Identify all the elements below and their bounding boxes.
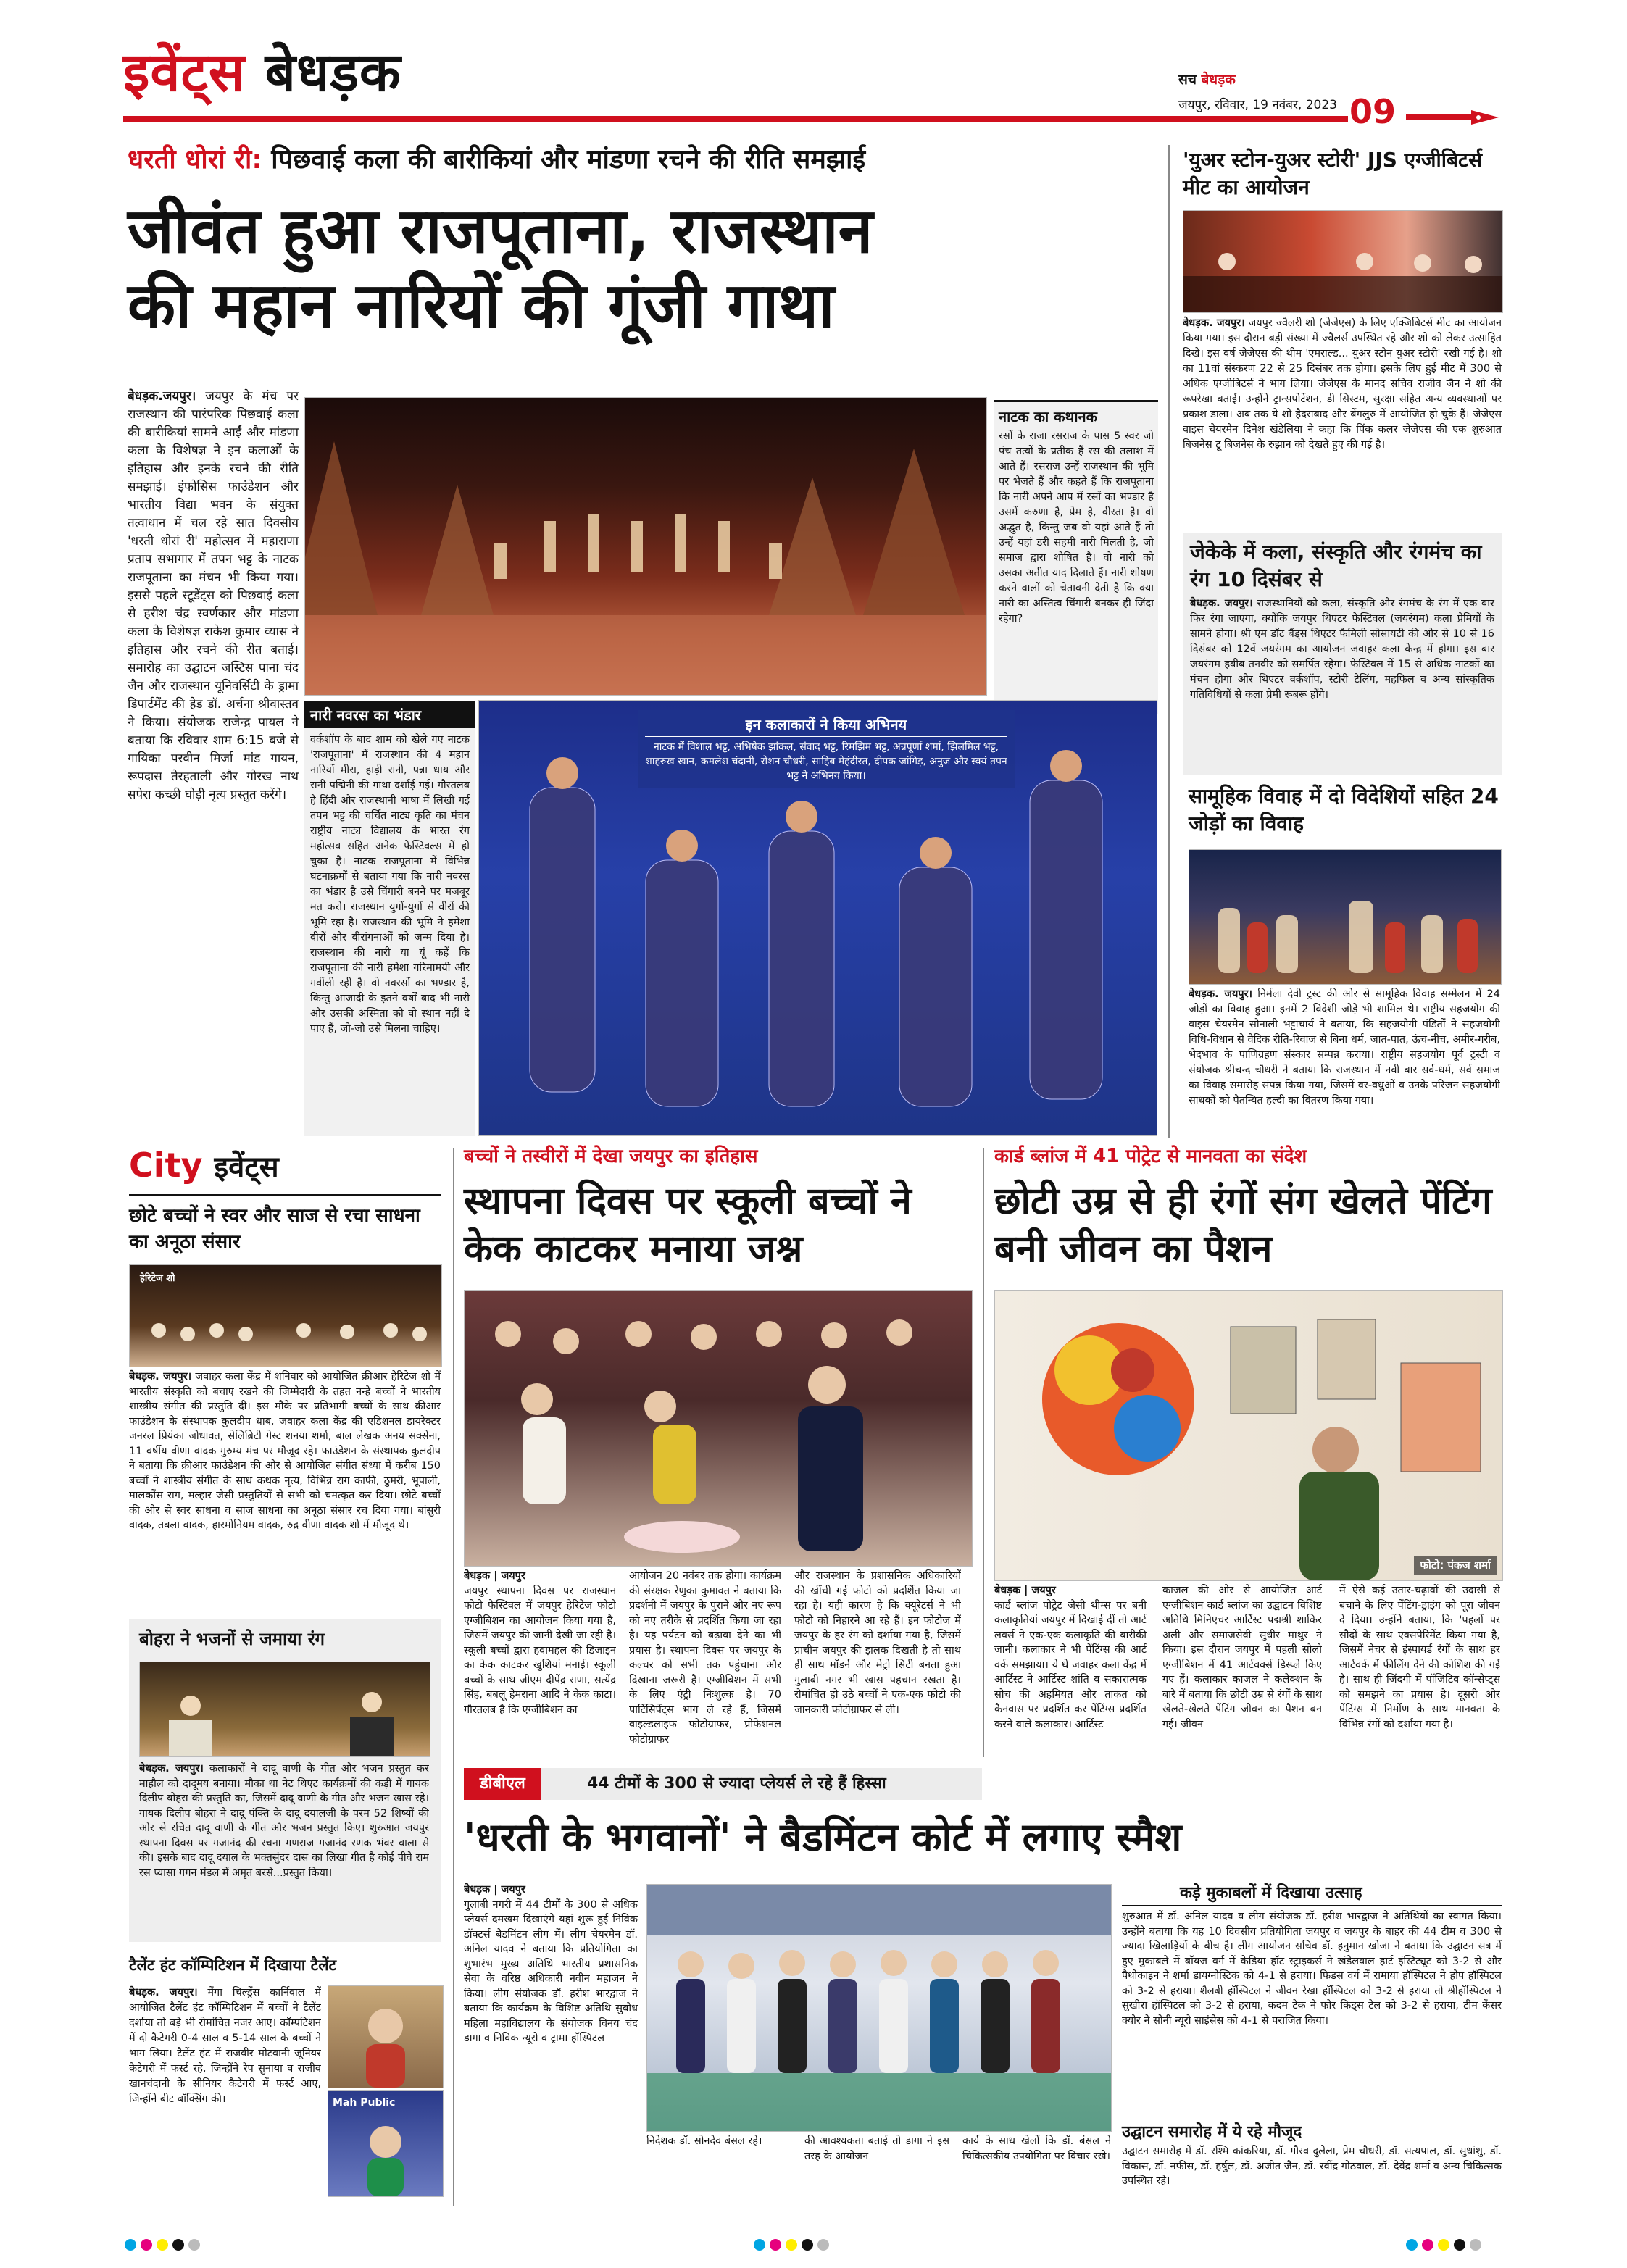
wed-dateline: बेधड़क. जयपुर। (1189, 988, 1253, 1000)
city-s2-box (129, 1619, 441, 1942)
badminton-body (464, 1883, 638, 2132)
page-number: 09 (1349, 92, 1397, 131)
foundation-headline: स्थापना दिवस पर स्कूली बच्चों ने केक काटकर मनाया जश्न (464, 1180, 912, 1271)
pen-nib-icon (1406, 109, 1500, 126)
badminton-kicker-bar (464, 1768, 982, 1800)
painting-col2: काजल की ओर से आयोजित आर्ट एग्जीबिशन कार्ड ब्लांज का उद्घाटन विशिष्ट अतिथि मिनिएचर आर्टिस्ट पद्मश्री शाकिर अली और समाजसेवी सुधीर माथुर ने किया। इस दौरान जयपुर में पहली सोलो एग्जीबिशन में 41 आर्टवर्क्स डिस्प्ले किए गए हैं। कलाकार काजल ने कलेक्शन के बारे में बताया कि छोटी उम्र से रंगों के साथ खेलते-खेलते पेंटिंग जीवन का पैशन बन गई। जीवन (1162, 1585, 1322, 1730)
lead-headline-line1: जीवंत हुआ राजपूताना, राजस्थान (128, 195, 873, 267)
jjs-title: 'युअर स्टोन-युअर स्टोरी' JJS एग्जीबिटर्स मीट का आयोजन (1183, 148, 1483, 199)
wed-title: सामूहिक विवाह में दो विदेशियों सहित 24 जोड़ों का विवाह (1189, 784, 1499, 835)
city-divider (453, 1148, 454, 2206)
navras-box-body: वर्कशॉप के बाद शाम को खेले गए नाटक 'राजपूताना' में राजस्थान की 4 महान नारियों मीरा, हाड़ी रानी, पन्ना धाय और रानी पद्मिनी की गाथा दर्शाई गई। गौरतलब है हिंदी और राजस्थानी भाषा में लिखी गई तपन भट्ट की चर्चित नाट्य कृति का मंचन राष्ट्रीय नाट्य विद्यालय के भारत रंग महोत्सव सहित अनेक फेस्टिवल्स में हो चुका है। नाटक राजपूताना में विभिन्न घटनाक्रमों से बताया गया कि नारी नवरस का भंडार है उसे चिंगारी बनने पर मजबूर मत करो। राजस्थान युगों-युगों से वीरों की भूमि रहा है। राजस्थान की भूमि ने हमेशा वीरों और वीरांगनाओं को जन्म दिया है। राजस्थान की नारी या यूं कहें कि राजपूताना की नारी हमेशा गरिमामयी और गर्वीली रही है। वो नवरसों का भण्डार है, किन्तु आजादी के इतने वर्षों बाद भी नारी और उसकी अस्मिता को वो स्थान नहीं दे पाए हैं, जो-जो उसे मिलना चाहिए। (310, 734, 470, 1035)
lead-headline-line2: की महान नारियों की गूंजी गाथा (128, 270, 835, 343)
cast-box-body: नाटक में विशाल भट्ट, अभिषेक झांकल, संवाद भट्ट, रिमझिम भट्ट, अन्नपूर्णा शर्मा, झिलमिल भट्ट, शाहरुख खान, कमलेश चंदानी, रोशन चौधरी, साहिब मेहंदीरत, दीपक जांगिड़, अनुज और स्वयं तपन भट्ट ने अभिनय किया। (645, 741, 1007, 782)
tagline (1178, 70, 1236, 88)
badminton-kicker: 44 टीमों के 300 से ज्यादा प्लेयर्स ले रहे हैं हिस्सा (587, 1775, 886, 1793)
badminton-caption-strip-1: निदेशक डॉ. सोनदेव बंसल रहे। (646, 2135, 762, 2147)
brand-part2: बेधड़क (265, 41, 401, 104)
badminton-sub2-body: उद्घाटन समारोह में डॉ. रश्मि कांकरिया, डॉ. गौरव दुलेला, प्रेम चौधरी, डॉ. सत्यपाल, डॉ. सुधांशु, डॉ. विकास, डॉ. नफीस, डॉ. हर्षुल, डॉ. अजीत जैन, डॉ. रवींद्र गोठवाल, डॉ. देवेंद्र शर्मा व अन्य चिकित्सक उपस्थित रहे। (1122, 2146, 1502, 2188)
wed-photo (1189, 849, 1502, 985)
painting-dateline: बेधड़क | जयपुर (994, 1585, 1056, 1596)
badminton-photo (646, 1884, 1112, 2132)
city-s1-body-text: जवाहर कला केंद्र में शनिवार को आयोजित क्रीआर हेरिटेज शो में भारतीय संस्कृति को बचाए रखने की जिम्मेदारी के तहत नन्हे बच्चों ने भारतीय शास्त्रीय संगीत की प्रस्तुति दी। इस मौके पर प्रतिभागी बच्चों के साथ क्रीआर फाउंडेशन के संस्थापक कुलदीप धाब, जवाहर कला केंद्र की एडिशनल डायरेक्टर जनरल प्रियंका जोधावत, सेलिब्रिटी गेस्ट शनया शर्मा, बाल लेखक अनय सक्सेना, 11 वर्षीय वीणा वादक गुरुम्य मंच पर मौजूद रहे। फाउंडेशन के संस्थापक कुलदीप ने बताया कि क्रीआर फाउंडेशन की ओर से आयोजित संगीत संध्या में करीब 150 बच्चों ने शास्त्रीय संगीत के साथ कथक नृत्य, विभिन्न राग काफी, ठुमरी, भूपाली, मालकौंस राग, मल्हार जैसी प्रस्तुतियों से सभी को चमत्कृत कर दिया। छोटे बच्चों की ओर से स्वर साधना व साज साधना का अनूठा संसार रच दिया गया। बांसुरी वादक, तबला वादक, हारमोनियम वादक, रुद्र वीणा वादक शो में मौजूद थे। (129, 1371, 441, 1531)
cast-box-title: इन कलाकारों ने किया अभिनय (645, 714, 1007, 737)
city-s2-title: बोहरा ने भजनों से जमाया रंग (139, 1629, 325, 1649)
lead-deck (128, 145, 865, 175)
painting-headline: छोटी उम्र से ही रंगों संग खेलते पेंटिंग बनी जीवन का पैशन (994, 1180, 1492, 1271)
wed-body (1189, 987, 1500, 1135)
lead-deck-text: पिछवाई कला की बारीकियां और मांडणा रचने की रीति समझाई (271, 145, 866, 175)
badminton-dateline: बेधड़क | जयपुर (464, 1884, 525, 1896)
foundation-kicker: बच्चों ने तस्वीरों में देखा जयपुर का इतिहास (464, 1146, 758, 1167)
tag-prefix: सच (1178, 72, 1197, 88)
city-word: City (129, 1146, 203, 1185)
story-box (994, 400, 1158, 714)
badminton-sub1 (1122, 1884, 1502, 2118)
foundation-col1-text: जयपुर स्थापना दिवस पर राजस्थान फोटो फेस्टिवल में जयपुर हेरिटेज फोटो एग्जीबिशन का आयोजन किया गया है, जिसमें जयपुर की जानी देखी जा रही है। स्कूली बच्चों द्वारा हवामहल की डिजाइन का केक काटकर खुशियां मनाई। स्कूली बच्चों के साथ जीएम दीपेंद्र राणा, सत्येंद्र सिंह, बबलू हेमराना आदि ने केक काटा। गौरतलब है कि एग्जीबिशन का (464, 1585, 616, 1716)
badminton-body-text: गुलाबी नगरी में 44 टीमों के 300 से अधिक प्लेयर्स दमखम दिखाएंगे यहां शुरू हुई निविक डॉक्टर्स बैडमिंटन लीग में। लीग चेयरमैन डॉ. अनिल यादव ने बताया कि प्रतियोगिता का शुभारंभ मुख्य अतिथि भारतीय प्रशासनिक सेवा के वरिष्ठ अधिकारी नवीन महाजन ने किया। लीग संयोजक डॉ. हरीश भारद्वाज ने बताया कि कार्यक्रम के विशिष्ट अतिथि सुबोध महिला महाविद्यालय के संयोजक विनय चंद डागा व निविक न्यूरो व ट्रामा हॉस्पिटल (464, 1898, 638, 2044)
tag-brand: बेधड़क (1201, 72, 1236, 88)
lead-kicker: धरती धोरां री: (128, 145, 262, 175)
jkk-title: जेकेके में कला, संस्कृति और रंगमंच का रंग 10 दिसंबर से (1190, 540, 1482, 591)
foundation-dateline: बेधड़क | जयपुर (464, 1570, 525, 1582)
badminton-sub2-title: उद्घाटन समारोह में ये रहे मौजूद (1122, 2123, 1302, 2141)
story-box-title: नाटक का कथानक (999, 408, 1097, 425)
badminton-headline: 'धरती के भगवानों' ने बैडमिंटन कोर्ट में लगाए स्मैश (464, 1814, 1182, 1860)
city-s2-body-text: कलाकारों ने दादू वाणी के गीत और भजन प्रस्तुत कर माहौल को दादूमय बनाया। मौका था नेट थिएट कार्यक्रमों की कड़ी में गायक दिलीप बोहरा की प्रस्तुति का, जिसमें दादू वाणी के गीत और भजन खास रहे। गायक दिलीप बोहरा ने दादू पंक्ति के दादू दयालजी के परम 52 शिष्यों की ओर से रचित दादू वाणी के गीत और भजन प्रस्तुत किए। शुरुआत जयपुर स्थापना दिवस पर गजानंद की रचना गणराज गजानंद रणक भंवर वाला से की। इसके बाद दादू दयाल के भक्तसुंदर दास का लिखा गीत है कोई पीवे राम रस प्यासा गगन मंडल में अमृत बरसे...प्रस्तुत किया। (139, 1763, 429, 1879)
jkk-dateline: बेधड़क. जयपुर। (1190, 598, 1253, 609)
jkk-body-text: राजस्थानियों को कला, संस्कृति और रंगमंच के रंग में एक बार फिर रंगा जाएगा, क्योंकि जयपुर थिएटर फेस्टिवल (जयरंगम) कला प्रेमियों के सामने होगा। श्री एम डॉट बैंड्स थिएटर फैमिली सोसायटी की ओर से 10 से 16 दिसंबर को 12वें जयरंगम का आयोजन जवाहर कला केन्द्र में होगा। इस बार जयरंगम हबीब तनवीर को समर्पित रहेगा। फेस्टिवल में 15 से अधिक नाटकों का मंचन होगा और थिएटर वर्कशॉप, स्टोरी टेलिंग, महफिल व अन्य सांस्कृतिक गतिविधियों से कला प्रेमी रूबरू होंगे। (1190, 598, 1494, 701)
jkk-body (1183, 596, 1502, 703)
print-marks-right (1406, 2239, 1486, 2254)
city-section-title (129, 1146, 279, 1185)
badminton-caption-strip-2: की आवश्यकता बताई तो डागा ने इस तरह के आयोजन (804, 2135, 949, 2162)
badminton-caption-strip-3: कार्य के साथ खेलों कि डॉ. बंसल ने चिकित्सकीय उपयोगिता पर विचार रखे। (962, 2135, 1111, 2162)
masthead (0, 0, 1627, 138)
city-s1-photo-text: हेरिटेज शो (140, 1273, 175, 1284)
foundation-col1 (464, 1569, 616, 1757)
painting-photo-credit: फोटो: पंकज शर्मा (1414, 1556, 1497, 1575)
jjs-photo (1183, 210, 1503, 313)
lead-body-dateline: बेधड़क.जयपुर। (128, 389, 196, 404)
jjs-body-text: जयपुर ज्वैलरी शो (जेजेएस) के लिए एक्जिबिटर्स मीट का आयोजन किया गया। इस दौरान बड़ी संख्या में ज्वैलर्स उपस्थित रहे और शो को लेकर उत्साहित दिखे। इस वर्ष जेजेएस की थीम 'एमराल्ड... युअर स्टोन युअर स्टोरी' रखी गई है। शो का 11वां संस्करण 22 से 25 दिसंबर तक होगा। इसके लिए हुई मीट में 300 से अधिक एग्जीबिटर्स ने भाग लिया। जेजेएस के मानद सचिव राजीव जैन ने शो की रूपरेखा बताई। उन्होंने ट्रान्सपोर्टेशन, डी सिस्टम, सुरक्षा सहित अन्य व्यवस्थाओं पर प्रकाश डाला। अब तक ये शो हैदराबाद और बेंगलुरु में आयोजित हो चुके हैं। जेजेएस वाइस चेयरमैन दिनेश खंडेलिया ने कहा कि पिंक कलर जेजेएस की एक शुरुआत बिजनेस टू बिजनेस के रुझान को देखते हुए की गई है। (1183, 317, 1502, 451)
dateline: जयपुर, रविवार, 19 नवंबर, 2023 (1178, 98, 1337, 112)
foundation-photo (464, 1290, 973, 1567)
navras-box-title: नारी नवरस का भंडार (304, 701, 475, 728)
jjs-body (1183, 316, 1502, 533)
print-marks-left (125, 2239, 204, 2254)
lead-headline (128, 194, 1157, 343)
city-s1-title: छोटे बच्चों ने स्वर और साज से रचा साधना का अनूठा संसार (129, 1205, 420, 1253)
painting-col3: में ऐसे कई उतार-चढ़ावों की उदासी से बचाने के लिए पेंटिंग-ड्राइंग को पूरा जीवन दे दिया। उन्होंने बताया, कि 'पहलों पर सौदों के साथ एक्सपेरिमेंट किया गया है, जिसमें नेचर से इंस्पायर्ड रंगों के साथ हर आर्टवर्क में फीलिंग देने की कोशिश की गई है। साथ ही जिंदगी में पॉजिटिव कॉन्सेप्ट्स को समझने का प्रयास है। दूसरी ओर पेंटिंग्स में निर्माेण के साथ मानवता के विभिन्न रंगों को दर्शाया गया है। (1339, 1585, 1500, 1730)
city-rule (129, 1194, 441, 1196)
foundation-divider (983, 1148, 984, 1757)
city-s2-dateline: बेधड़क. जयपुर। (139, 1763, 204, 1775)
city-s3-body (129, 1985, 321, 2196)
print-marks-center (754, 2239, 833, 2254)
events-word: इवेंट्स (214, 1151, 279, 1184)
city-s3-dateline: बेधड़क. जयपुर। (129, 1987, 198, 1998)
city-s3-body-text: मैंगा चिल्ड्रेंस कार्निवाल में आयोजित टैलेंट हंट कॉम्पिटिशन में बच्चों ने टैलेंट दर्शाया तो बड़े भी रोमांचित नजर आए। कॉम्पटिशन में दो कैटेगरी 0-4 साल व 5-14 साल के बच्चों ने भाग लिया। टैलेंट हंट में राजवीर मोटवानी जूनियर कैटेगरी में फर्स्ट रहे, जिन्होंने रैप सुनाया व राजीव खानचंदानी के सीनियर कैटेगरी में फर्स्ट आए, जिन्होंने बीट बॉक्सिंग की। (129, 1987, 321, 2105)
brand-logo (123, 42, 401, 104)
painting-col1-text: कार्ड ब्लांज पोट्रेट जैसी थीम्स पर बनी कलाकृतियां जयपुर में दिखाई दीं तो आर्ट लवर्स ने एक-एक कलाकृति की बारीकी जानी। कलाकार ने भी पेंटिंग्स की आर्ट वर्क समझाया। ये थे जवाहर कला केंद्र में आर्टिस्ट ने आर्टिस्ट शांति व सकारात्मक सोच की अहमियत और ताकत को कैनवास पर प्रदर्शित कर पेंटिंग्स प्रदर्शित करने वाले कलाकार। आर्टिस्ट (994, 1599, 1147, 1730)
city-s3-title: टैलेंट हंट कॉम्पिटिशन में दिखाया टैलेंट (129, 1956, 337, 1974)
masthead-rule (123, 116, 1348, 122)
city-s2-body (139, 1762, 429, 1935)
wed-body-text: निर्मला देवी ट्रस्ट की ओर से सामूहिक विवाह सम्मेलन में 24 जोड़ों का विवाह हुआ। इनमें 2 विदेशी जोड़े भी शामिल थे। राष्ट्रीय सहजयोग की वाइस चेयरमैन सोनाली भट्टाचार्य ने बताया, कि सहजयोगी पंडितों ने सहजयोगी विधि-विधान से वैदिक रीति-रिवाज से बिना धर्म, जात-पात, ऊंच-नीच, अमीर-गरीब, भेदभाव के पाणिग्रहण संस्कार सम्पन्न कराया। राष्ट्रीय सहजयोग पूर्व ट्रस्टी व संयोजक श्रीचन्द चौधरी ने बताया कि राजस्थान में नवी बार सर्व-धर्म, सर्व समाज का विवाह समारोह संपन्न किया गया, जिसमें वर-वधुओं व उनके परिजन सहजयोगी साधकों को पैतन्यित हल्दी का वितरण किया गया। (1189, 988, 1500, 1106)
painting-col1 (994, 1583, 1147, 1757)
city-s1-body (129, 1369, 441, 1616)
badminton-label: डीबीएल (464, 1768, 541, 1800)
city-s2-photo (139, 1662, 430, 1757)
jjs-dateline: बेधड़क. जयपुर। (1183, 317, 1245, 329)
painting-photo (994, 1290, 1503, 1581)
city-s3-photo-top (328, 1985, 444, 2088)
city-s1-dateline: बेधड़क. जयपुर। (129, 1371, 192, 1383)
lead-body (128, 388, 299, 1134)
city-s3-photo-text: Mah Public (333, 2097, 396, 2109)
city-s1-photo (129, 1264, 442, 1367)
badminton-sub2 (1122, 2123, 1502, 2190)
foundation-col2: आयोजन 20 नवंबर तक होगा। कार्यक्रम की संरक्षक रेणुका कुमावत ने बताया कि प्रदर्शनी में जयपुर के पुराने और नए रूप को नए तरीके से प्रदर्शित किया जा रहा है। यह पर्यटन को बढ़ावा देने का भी प्रयास है। स्थापना दिवस पर जयपुर के कल्चर को सभी तक पहुंचाना और दिखाना जरूरी है। एग्जीबिशन में सभी के लिए एंट्री निःशुल्क है। 70 पार्टिसिपेंट्स भाग ले रहे हैं, जिसमें वाइल्डलाइफ फोटोग्राफर, प्रोफेशनल फोटोग्राफर (629, 1570, 781, 1746)
story-box-body: रसों के राजा रसराज के पास 5 स्वर जो पंच तत्वों के प्रतीक हैं रस की तलाश में आते हैं। रसराज उन्हें राजस्थान की भूमि पर भेजते हैं और कहते हैं कि राजपूताना कि नारी अपने आप में रसों का भण्डार है उसमें करुणा है, प्रेम है, वीरता है। वो अद्भुत है, किन्तु जब वो यहां आते हैं तो उन्हें यहां डरी सहमी नारी मिलती है, जो समाज द्वारा शोषित है। वो नारी को उसका अतीत याद दिलाते हैं। नारी शोषण करने वालों को चेतावनी देती है कि क्या नारी का अस्तित्व चिंगारी बनकर ही जिंदा रहेगा? (999, 430, 1154, 625)
foundation-col3: और राजस्थान के प्रशासनिक अधिकारियों की खींची गई फोटो को प्रदर्शित किया जा रहा है। यही कारण है कि क्यूरेटर्स ने भी फोटो को निहारने आ रहे हैं। इन फोटोज में जयपुर के हर रंग को दर्शाया गया है, जिसमें प्राचीन जयपुर की झलक दिखती है तो साथ ही साथ मॉडर्न और मेट्रो सिटी बनता हुआ गुलाबी नगर भी खास पहचान रखता है। रोमांचित हो उठे बच्चों ने एक-एक फोटो की जानकारी फोटोग्राफर से ली। (794, 1570, 961, 1716)
badminton-sub1-title: कड़े मुकाबलों में दिखाया उत्साह (1122, 1884, 1502, 1906)
lead-stage-photo (304, 397, 987, 696)
lead-body-text: जयपुर के मंच पर राजस्थान की पारंपरिक पिछवाई कला की बारीकियां सामने आईं और मांडणा कला के विशेषज्ञ ने इन कलाओं के इतिहास और इनके रचने की रीति समझाई। इंफोसिस फाउंडेशन और भारतीय विद्या भवन के संयुक्त तत्वाधान में चल रहे सात दिवसीय 'धरती धोरां री' महोत्सव में महाराणा प्रताप सभागार में तपन भट्ट के नाटक राजपूताना का मंचन भी किया गया। इससे पहले स्टूडेंट्स को पिछवाई कला से हरीश चंद्र स्वर्णकार और मांडणा कला के विशेषज्ञ राकेश कुमार व्यास ने इतिहास और रचने की रीत बताई। समारोह का उद्घाटन जस्टिस पाना चंद जैन और राजस्थान यूनिवर्सिटी के ड्रामा डिपार्टमेंट की हेड डॉ. अर्चना श्रीवास्तव ने किया। संयोजक राजेन्द्र पायल ने बताया कि रविवार शाम 6:15 बजे से गायिका परवीन मिर्जा मांड गायन, रूपदास तेरहताली और गोरख नाथ सपेरा कच्छी घोड़ी नृत्य प्रस्तुत करेंगे। (128, 389, 299, 802)
cast-box (638, 710, 1015, 788)
right-column-divider (1168, 145, 1170, 1138)
brand-part1: इवेंट्स (123, 41, 246, 104)
navras-box (304, 701, 475, 1136)
jkk-box (1183, 533, 1502, 775)
badminton-sub1-body: शुरुआत में डॉ. अनिल यादव व लीग संयोजक डॉ. हरीश भारद्वाज ने अतिथियों का स्वागत किया। उन्होंने बताया कि यह 10 दिवसीय प्रतियोगिता जयपुर व जयपुर के बाहर की 44 टीम व 300 से ज्यादा खिलाड़ियों के बीच है। लीग आयोजन सचिव डॉ. हनुमान खोजा ने बताया कि उद्घाटन सत्र में हुए मुकाबले में बॉयज वर्ग में केडिया हॉट स्ट्राइकर्स ने खंडेलवाल हार्ट इंस्टिट्यूट को 3-2 से और पैथोकाइन ने शर्मा डायग्नोस्टिक को 4-1 से हराया। फिडस वर्ग में रामाया हॉस्पिटल ने होप हॉस्पिटल को 3-2 से हराया। शैलबी हॉस्पिटल ने जीवन रेखा हॉस्पिटल को 3-2 से हराया तो श्रीहॉस्पिटल ने सुखीरा हॉस्पिटल को 3-2 से हराया, कदम टेक ने फोर किड्स टेल को 3-2 से हराया, टीम कैंसर क्योर ने सोनी न्यूरो साइंसेस को 4-1 से पराजित किया। (1122, 1911, 1502, 2027)
painting-kicker: कार्ड ब्लांज में 41 पोट्रेट से मानवता का संदेश (994, 1146, 1307, 1167)
city-s3-photo-bottom (328, 2090, 444, 2197)
